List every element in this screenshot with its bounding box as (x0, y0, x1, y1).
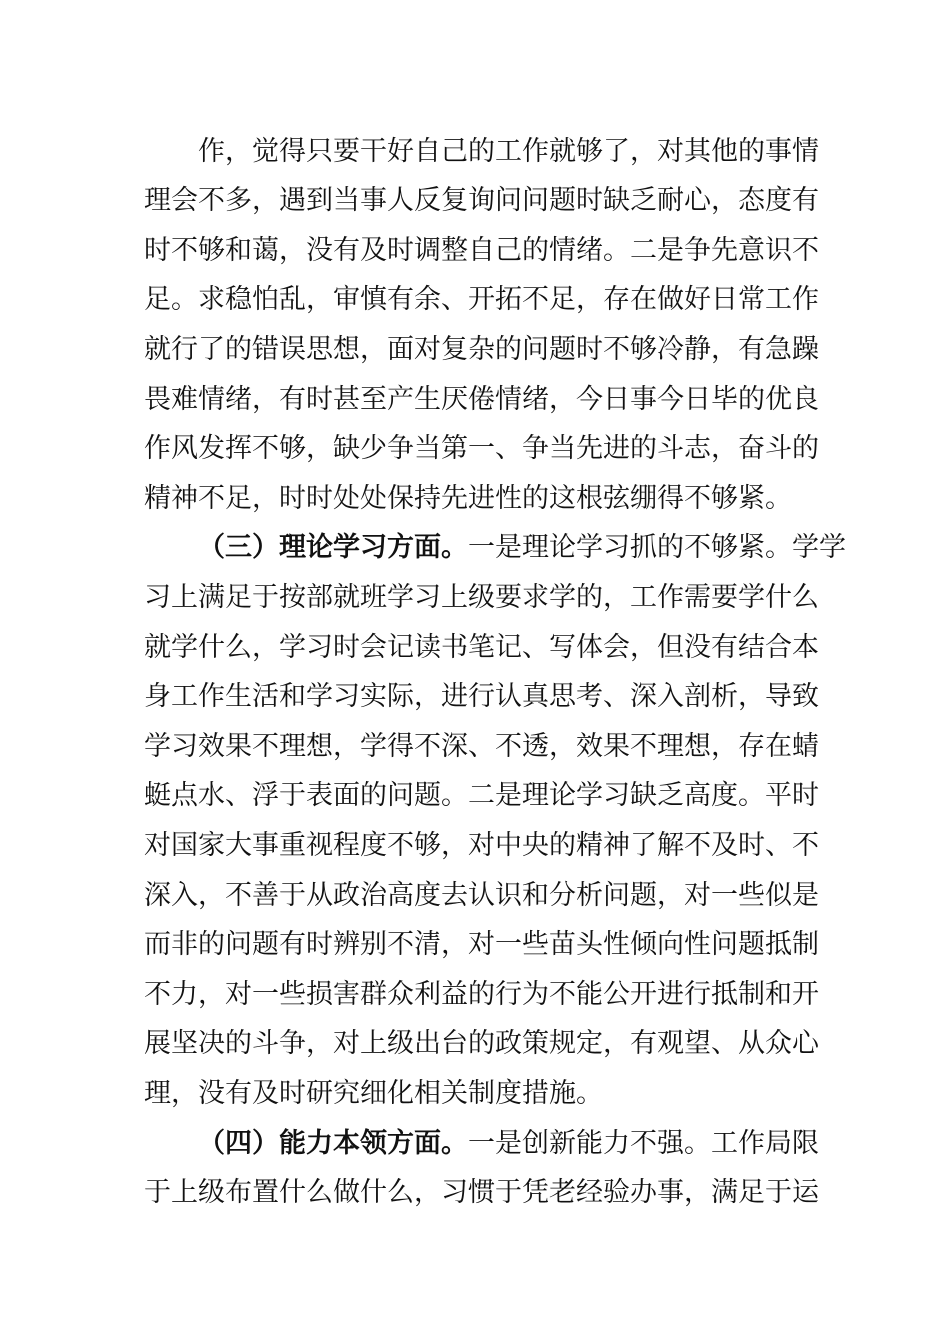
section-4-first-line (198, 1124, 819, 1164)
paragraph-line: 蜓点水、浮于表面的问题。二是理论学习缺乏高度。平时 (144, 780, 819, 811)
paragraph-line: 就学什么，学习时会记读书笔记、写体会，但没有结合本 (144, 632, 819, 663)
paragraph-line: 精神不足，时时处处保持先进性的这根弦绷得不够紧。 (144, 483, 792, 514)
paragraph-line: 足。求稳怕乱，审慎有余、开拓不足，存在做好日常工作 (144, 284, 819, 315)
section-3-line-tail: 学 (819, 532, 846, 563)
section-3-first-text: 一是理论学习抓的不够紧。学 (468, 532, 819, 563)
paragraph-line: 作，觉得只要干好自己的工作就够了，对其他的事情 (198, 136, 819, 167)
paragraph-line: 理会不多，遇到当事人反复询问问题时缺乏耐心，态度有 (144, 185, 819, 216)
paragraph-line: 于上级布置什么做什么，习惯于凭老经验办事，满足于运 (144, 1177, 819, 1208)
paragraph-line: 理，没有及时研究细化相关制度措施。 (144, 1078, 603, 1109)
paragraph-line: 习上满足于按部就班学习上级要求学的，工作需要学什么 (144, 582, 819, 613)
section-4-heading: （四）能力本领方面。 (198, 1128, 468, 1159)
paragraph-line: 身工作生活和学习实际，进行认真思考、深入剖析，导致 (144, 681, 819, 712)
paragraph-line: 而非的问题有时辨别不清，对一些苗头性倾向性问题抵制 (144, 929, 819, 960)
section-4-first-text: 一是创新能力不强。工作局限 (468, 1128, 819, 1159)
paragraph-line: 就行了的错误思想，面对复杂的问题时不够冷静，有急躁 (144, 334, 819, 365)
section-3-first-line (198, 528, 846, 568)
paragraph-line: 时不够和蔼，没有及时调整自己的情绪。二是争先意识不 (144, 235, 819, 266)
paragraph-line: 畏难情绪，有时甚至产生厌倦情绪，今日事今日毕的优良 (144, 384, 819, 415)
paragraph-line: 深入，不善于从政治高度去认识和分析问题，对一些似是 (144, 880, 819, 911)
paragraph-line: 对国家大事重视程度不够，对中央的精神了解不及时、不 (144, 830, 819, 861)
paragraph-line: 学习效果不理想，学得不深、不透，效果不理想，存在蜻 (144, 731, 819, 762)
paragraph-line: 作风发挥不够，缺少争当第一、争当先进的斗志，奋斗的 (144, 433, 819, 464)
paragraph-line: 展坚决的斗争，对上级出台的政策规定，有观望、从众心 (144, 1028, 819, 1059)
paragraph-line: 不力，对一些损害群众利益的行为不能公开进行抵制和开 (144, 979, 819, 1010)
section-3-heading: （三）理论学习方面。 (198, 532, 468, 563)
